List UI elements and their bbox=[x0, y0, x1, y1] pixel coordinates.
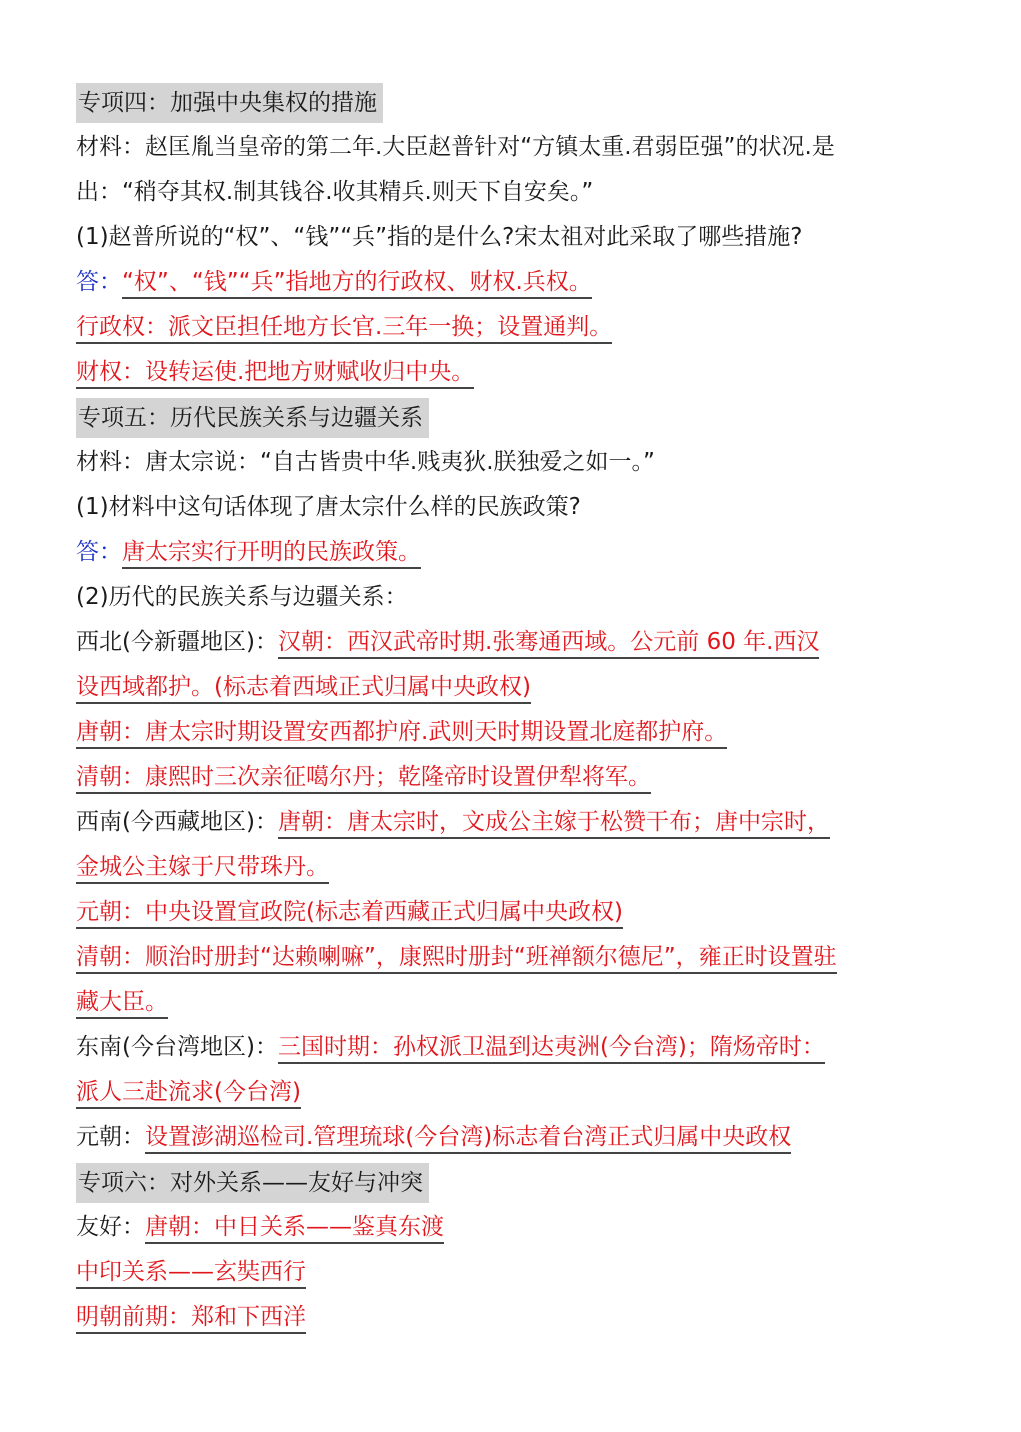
answer-text: 财权：设转运使.把地方财赋收归中央。 bbox=[76, 359, 474, 389]
line-3 bbox=[76, 170, 956, 215]
line-11 bbox=[76, 530, 956, 575]
line-13 bbox=[76, 620, 956, 665]
line-27 bbox=[76, 1250, 956, 1295]
line-26 bbox=[76, 1205, 956, 1250]
answer-text: 中印关系——玄奘西行 bbox=[76, 1259, 306, 1289]
section-heading-4: 专项四：加强中央集权的措施 bbox=[76, 83, 383, 123]
line-25 bbox=[76, 1160, 956, 1205]
answer-text: 唐朝：中日关系——鉴真东渡 bbox=[145, 1214, 444, 1244]
answer-text: 唐朝：唐太宗时，文成公主嫁于松赞干布；唐中宗时， bbox=[278, 809, 830, 839]
region-label: 东南(今台湾地区)： bbox=[76, 1034, 278, 1060]
answer-text: 藏大臣。 bbox=[76, 989, 168, 1019]
line-18 bbox=[76, 845, 956, 890]
line-9 bbox=[76, 440, 956, 485]
question-text: (1)材料中这句话体现了唐太宗什么样的民族政策? bbox=[76, 494, 581, 520]
answer-text: 设置澎湖巡检司.管理琉球(今台湾)标志着台湾正式归属中央政权 bbox=[145, 1124, 791, 1154]
line-17 bbox=[76, 800, 956, 845]
answer-text: 金城公主嫁于尺带珠丹。 bbox=[76, 854, 329, 884]
line-8 bbox=[76, 395, 956, 440]
line-5 bbox=[76, 260, 956, 305]
dynasty-label: 元朝： bbox=[76, 1124, 145, 1150]
line-22 bbox=[76, 1025, 956, 1070]
region-label: 西南(今西藏地区)： bbox=[76, 809, 278, 835]
material-text-cont: 出：“稍夺其权.制其钱谷.收其精兵.则天下自安矣。” bbox=[76, 179, 594, 205]
section-heading-6: 专项六：对外关系——友好与冲突 bbox=[76, 1163, 429, 1203]
answer-text: 明朝前期：郑和下西洋 bbox=[76, 1304, 306, 1334]
section-heading-5: 专项五：历代民族关系与边疆关系 bbox=[76, 398, 429, 438]
answer-text: 派人三赴流求(今台湾) bbox=[76, 1079, 301, 1109]
answer-text: 清朝：康熙时三次亲征噶尔丹；乾隆帝时设置伊犁将军。 bbox=[76, 764, 651, 794]
line-28 bbox=[76, 1295, 956, 1340]
line-4 bbox=[76, 215, 956, 260]
line-1 bbox=[76, 80, 956, 125]
line-10 bbox=[76, 485, 956, 530]
category-label: 友好： bbox=[76, 1214, 145, 1240]
answer-text: “权”、“钱”“兵”指地方的行政权、财权.兵权。 bbox=[122, 269, 592, 299]
answer-text: 清朝：顺治时册封“达赖喇嘛”，康熙时册封“班禅额尔德尼”，雍正时设置驻 bbox=[76, 944, 837, 974]
answer-text: 三国时期：孙权派卫温到达夷洲(今台湾)；隋炀帝时： bbox=[278, 1034, 825, 1064]
answer-label: 答： bbox=[76, 269, 122, 295]
document-page bbox=[76, 80, 956, 1340]
line-7 bbox=[76, 350, 956, 395]
line-14 bbox=[76, 665, 956, 710]
answer-label: 答： bbox=[76, 539, 122, 565]
region-label: 西北(今新疆地区)： bbox=[76, 629, 278, 655]
line-2 bbox=[76, 125, 956, 170]
line-19 bbox=[76, 890, 956, 935]
material-text: 材料：赵匡胤当皇帝的第二年.大臣赵普针对“方镇太重.君弱臣强”的状况.是 bbox=[76, 134, 835, 160]
question-text: (1)赵普所说的“权”、“钱”“兵”指的是什么?宋太祖对此采取了哪些措施? bbox=[76, 224, 803, 250]
line-23 bbox=[76, 1070, 956, 1115]
line-20 bbox=[76, 935, 956, 980]
answer-text: 汉朝：西汉武帝时期.张骞通西域。公元前 60 年.西汉 bbox=[278, 629, 820, 659]
question-text: (2)历代的民族关系与边疆关系： bbox=[76, 584, 408, 610]
line-21 bbox=[76, 980, 956, 1025]
line-12 bbox=[76, 575, 956, 620]
answer-text: 设西域都护。(标志着西域正式归属中央政权) bbox=[76, 674, 531, 704]
line-16 bbox=[76, 755, 956, 800]
line-15 bbox=[76, 710, 956, 755]
answer-text: 元朝：中央设置宣政院(标志着西藏正式归属中央政权) bbox=[76, 899, 623, 929]
line-6 bbox=[76, 305, 956, 350]
answer-text: 唐朝：唐太宗时期设置安西都护府.武则天时期设置北庭都护府。 bbox=[76, 719, 727, 749]
answer-text: 行政权：派文臣担任地方长官.三年一换；设置通判。 bbox=[76, 314, 612, 344]
material-text: 材料：唐太宗说：“自古皆贵中华.贱夷狄.朕独爱之如一。” bbox=[76, 449, 655, 475]
answer-text: 唐太宗实行开明的民族政策。 bbox=[122, 539, 421, 569]
line-24 bbox=[76, 1115, 956, 1160]
